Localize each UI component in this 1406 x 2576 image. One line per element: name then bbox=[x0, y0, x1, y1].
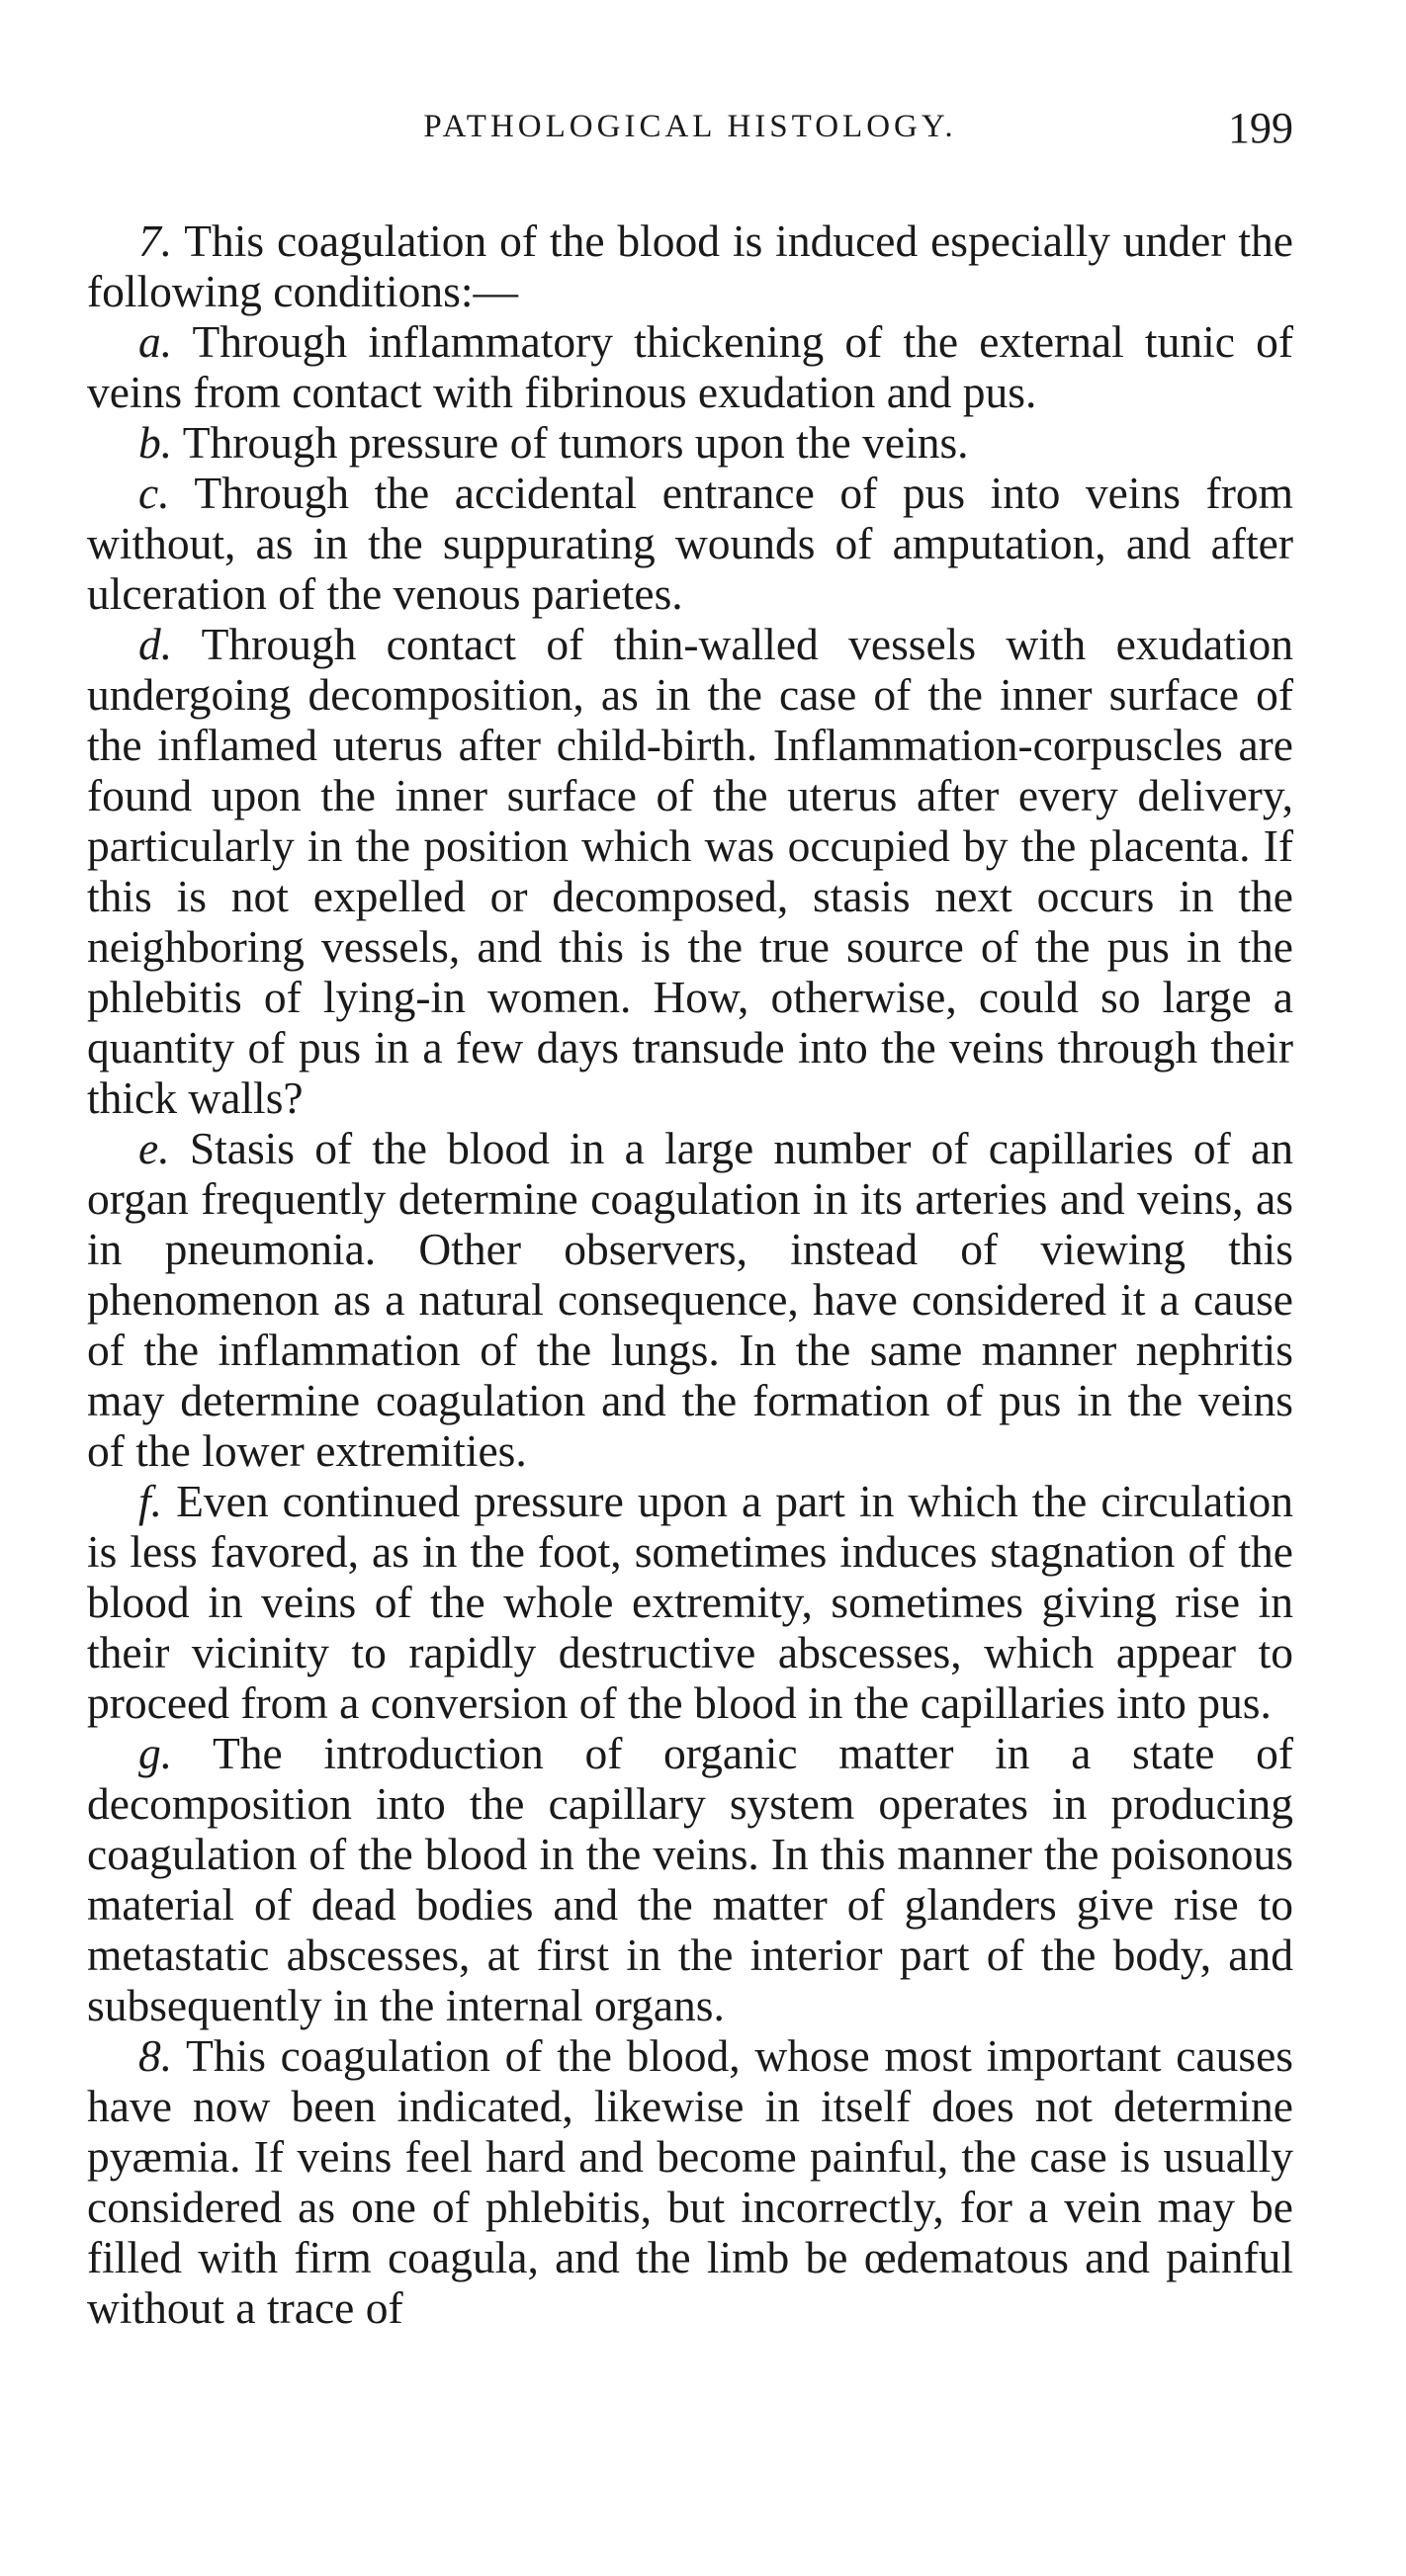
paragraph-d bbox=[87, 619, 1293, 1123]
book-page bbox=[87, 104, 1294, 2333]
page-number: 199 bbox=[1228, 104, 1293, 152]
paragraph-marker: d. bbox=[138, 619, 173, 669]
paragraph-text: Through contact of thin-walled vessels with exudation undergoing decomposition, as in the case of the inner surface of the inflamed uterus after child-birth. Inflammation-corpuscles are found upon the inner surface of the uterus after every delivery, particularly in the position which was occupied by the placenta. If this is not expelled or decomposed, stasis next occurs in the neighboring vessels, and this is the true source of the pus in the phlebitis of lying-in women. How, otherwise, could so large a quantity of pus in a few days transude into the veins through their thick walls? bbox=[87, 619, 1293, 1123]
paragraph-text: Through inflammatory thickening of the external tunic of veins from contact with fibrinous exudation and pus. bbox=[87, 316, 1293, 417]
running-title: PATHOLOGICAL HISTOLOGY. bbox=[423, 109, 957, 144]
paragraph-7 bbox=[87, 215, 1293, 316]
paragraph-e bbox=[87, 1123, 1293, 1476]
paragraph-text: The introduction of organic matter in a state of decomposition into the capillary system operates in producing coagulation of the blood in the veins. In this manner the poisonous material of dead bodies and the matter of glanders give rise to metastatic abscesses, at first in the interior part of the body, and subsequently in the internal organs. bbox=[87, 1728, 1293, 2030]
paragraph-marker: g. bbox=[138, 1728, 173, 1778]
paragraph-marker: f. bbox=[138, 1476, 163, 1526]
paragraph-marker: a. bbox=[138, 316, 173, 367]
paragraph-g bbox=[87, 1728, 1293, 2030]
body-text bbox=[87, 215, 1293, 2333]
paragraph-text: Through the accidental entrance of pus into veins from without, as in the suppurating wounds of amputation, and after ulceration of the venous parietes. bbox=[87, 468, 1293, 619]
paragraph-marker: b. bbox=[138, 417, 173, 468]
paragraph-8 bbox=[87, 2030, 1293, 2333]
paragraph-marker: 7. bbox=[138, 215, 173, 266]
paragraph-marker: 8. bbox=[138, 2030, 173, 2081]
paragraph-a bbox=[87, 316, 1293, 417]
paragraph-text: This coagulation of the blood, whose most important causes have now been indicated, likewise in itself does not determine pyæmia. If veins feel hard and become painful, the case is usually considered as one of phlebitis, but incorrectly, for a vein may be filled with firm coagula, and the limb be œdematous and painful without a trace of bbox=[87, 2030, 1293, 2333]
paragraph-b bbox=[87, 417, 1293, 468]
paragraph-c bbox=[87, 468, 1293, 619]
paragraph-marker: e. bbox=[138, 1123, 170, 1173]
paragraph-text: Stasis of the blood in a large number of capillaries of an organ frequently determine coagulation in its arteries and veins, as in pneumonia. Other observers, instead of viewing this phenomenon as a natural consequence, have considered it a cause of the inflammation of the lungs. In the same manner nephritis may determine coagulation and the formation of pus in the veins of the lower extremities. bbox=[87, 1123, 1294, 1476]
paragraph-marker: c. bbox=[138, 468, 170, 518]
running-head bbox=[87, 104, 1293, 168]
paragraph-f bbox=[87, 1476, 1293, 1728]
paragraph-text: Even continued pressure upon a part in which the circulation is less favored, as in the foot, sometimes induces stagnation of the blood in veins of the whole extremity, sometimes giving rise in their vicinity to rapidly destructive abscesses, which appear to proceed from a conversion of the blood in the capillaries into pus. bbox=[87, 1476, 1293, 1728]
paragraph-text: This coagulation of the blood is induced especially under the following conditions:— bbox=[87, 215, 1293, 316]
paragraph-text: Through pressure of tumors upon the veins. bbox=[182, 417, 969, 468]
